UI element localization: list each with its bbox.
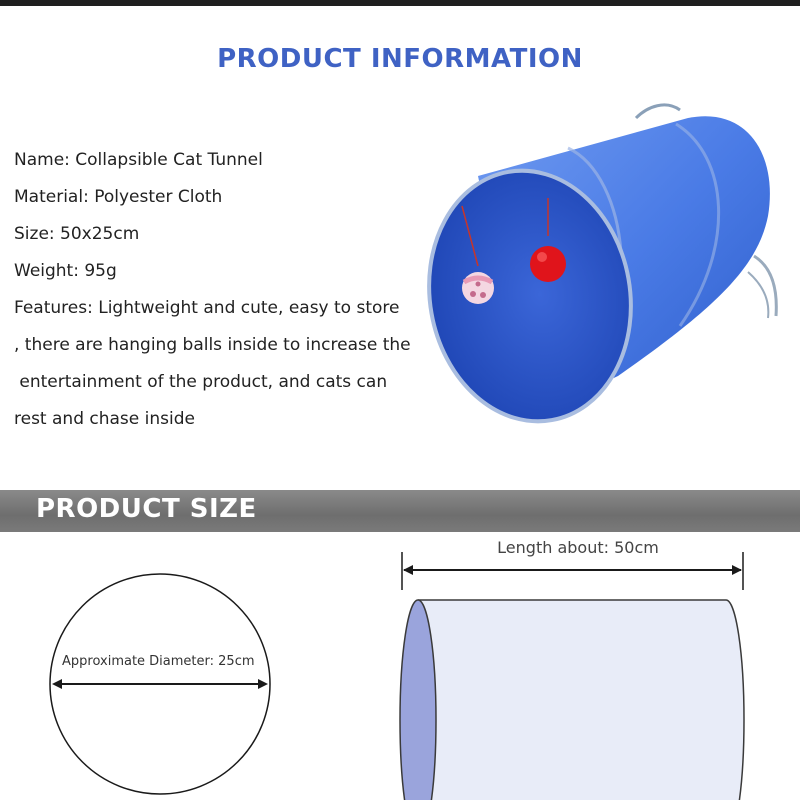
product-size-title: PRODUCT SIZE [36,494,257,524]
spec-features-line: entertainment of the product, and cats can [14,372,388,392]
length-label: Length about: 50cm [497,538,659,557]
spec-features-line: Features: Lightweight and cute, easy to store [14,298,400,318]
top-border [0,0,800,6]
spec-features-line: rest and chase inside [14,409,195,429]
spec-weight: Weight: 95g [14,261,117,281]
page-title: PRODUCT INFORMATION [217,44,583,74]
diameter-label: Approximate Diameter: 25cm [62,654,255,669]
spec-name: Name: Collapsible Cat Tunnel [14,150,263,170]
cat-tunnel-photo [418,96,798,436]
spec-material: Material: Polyester Cloth [14,187,223,207]
spec-features-line: , there are hanging balls inside to increase the [14,335,411,355]
spec-list [14,142,434,438]
spec-size: Size: 50x25cm [14,224,140,244]
tunnel-cylinder [418,600,744,800]
